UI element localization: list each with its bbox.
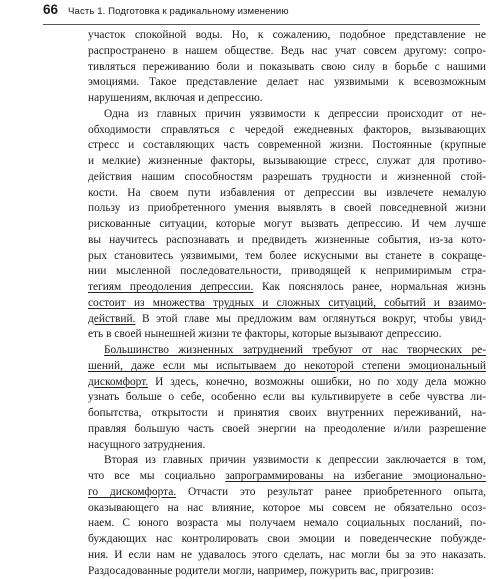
text-line: оказывающего на нас влияние, которое мы совсем не обязательно осоз- bbox=[88, 501, 486, 517]
text-line: пользу из приобретенного умения выявлять в своей повседневной жизни bbox=[88, 201, 486, 217]
text-line: насущного затруднения. bbox=[88, 438, 486, 454]
text-line: Большинство жизненных затруднений требуют от нас творческих ре- bbox=[88, 343, 486, 359]
text-line: стресс и составляющих часть современной жизни. Постоянные (крупные bbox=[88, 138, 486, 154]
text-line: Вторая из главных причин уязвимости к депрессии заключается в том, bbox=[88, 453, 486, 469]
text-line: вы научитесь распознавать и предвидеть жизненные события, из-за кото- bbox=[88, 233, 486, 249]
text-line: правляя большую часть своей энергии на преодоление и/или разрешение bbox=[88, 422, 486, 438]
text-line: рискованные ситуации, которые могут вызвать депрессию. И чем лучше bbox=[88, 217, 486, 233]
text-line: дискомфорт. И здесь, конечно, возможны ошибки, но по ходу дела можно bbox=[88, 375, 486, 391]
text-line: тивляться переживанию боли и показывать свою силу в борьбе с нашими bbox=[88, 60, 486, 76]
text-line: действия нашим способностям разрешать трудности и жизненной стой- bbox=[88, 170, 486, 186]
text-line: действий. В этой главе мы предложим вам оглянуться вокруг, чтобы увид- bbox=[88, 312, 486, 328]
text-line: и мелкие) жизненные факторы, вызывающие стресс, служат для противо- bbox=[88, 154, 486, 170]
text-line: эмоциями. Такое представление делает нас уязвимыми к всевозможным bbox=[88, 75, 486, 91]
body-text bbox=[88, 28, 486, 579]
text-line: наем. С юного возраста мы получаем немало социальных посланий, по- bbox=[88, 516, 486, 532]
text-line: участок спокойной воды. Но, к сожалению, подобное представление не bbox=[88, 28, 486, 44]
text-line: узнать больше о себе, особенно если вы культивируете в себе чувства ли- bbox=[88, 390, 486, 406]
paragraph bbox=[88, 343, 486, 453]
text-line: ния. И если нам не удавалось этого сделать, нас могли бы за это наказать. bbox=[88, 548, 486, 564]
text-line: обходимости справляться с чередой ежедневных факторов, вызывающих bbox=[88, 123, 486, 139]
text-line: го дискомфорта. Отчасти это результат ранее приобретенного опыта, bbox=[88, 485, 486, 501]
paragraph bbox=[88, 453, 486, 579]
text-line: состоит из множества трудных и сложных ситуаций, событий и взаимо- bbox=[88, 296, 486, 312]
text-line: еть в своей нынешней жизни те факторы, которые вызывают депрессию. bbox=[88, 327, 486, 343]
text-line: что все мы социально запрограммированы на избегание эмоционально- bbox=[88, 469, 486, 485]
page-header bbox=[43, 2, 480, 25]
text-line: Раздосадованные родители могли, например, пожурить вас, пригрозив: bbox=[88, 564, 486, 579]
text-line: нарушениям, включая и депрессию. bbox=[88, 91, 486, 107]
text-line: распространено в нашем обществе. Ведь нас учат совсем другому: сопро- bbox=[88, 44, 486, 60]
text-line: тегиям преодоления депрессии. Как пояснялось ранее, нормальная жизнь bbox=[88, 280, 486, 296]
text-line: шений, даже если мы испытываем до некоторой степени эмоциональный bbox=[88, 359, 486, 375]
page-number: 66 bbox=[43, 2, 58, 17]
paragraph bbox=[88, 107, 486, 343]
text-line: буждающих нас контролировать свои эмоции и поведенческие побужде- bbox=[88, 532, 486, 548]
text-line: рых становитесь уязвимыми, тем более искусными вы станете в сокраще- bbox=[88, 249, 486, 265]
paragraph bbox=[88, 28, 486, 107]
running-head: Часть 1. Подготовка к радикальному изменению bbox=[68, 6, 289, 17]
text-line: нии мысленной последовательности, приводящей к непримиримым стра- bbox=[88, 264, 486, 280]
text-line: бопытства, открытости и принятия своих внутренних переживаний, на- bbox=[88, 406, 486, 422]
text-line: Одна из главных причин уязвимости к депрессии происходит от не- bbox=[88, 107, 486, 123]
text-line: кости. На своем пути избавления от депрессии вы извлечете немалую bbox=[88, 186, 486, 202]
